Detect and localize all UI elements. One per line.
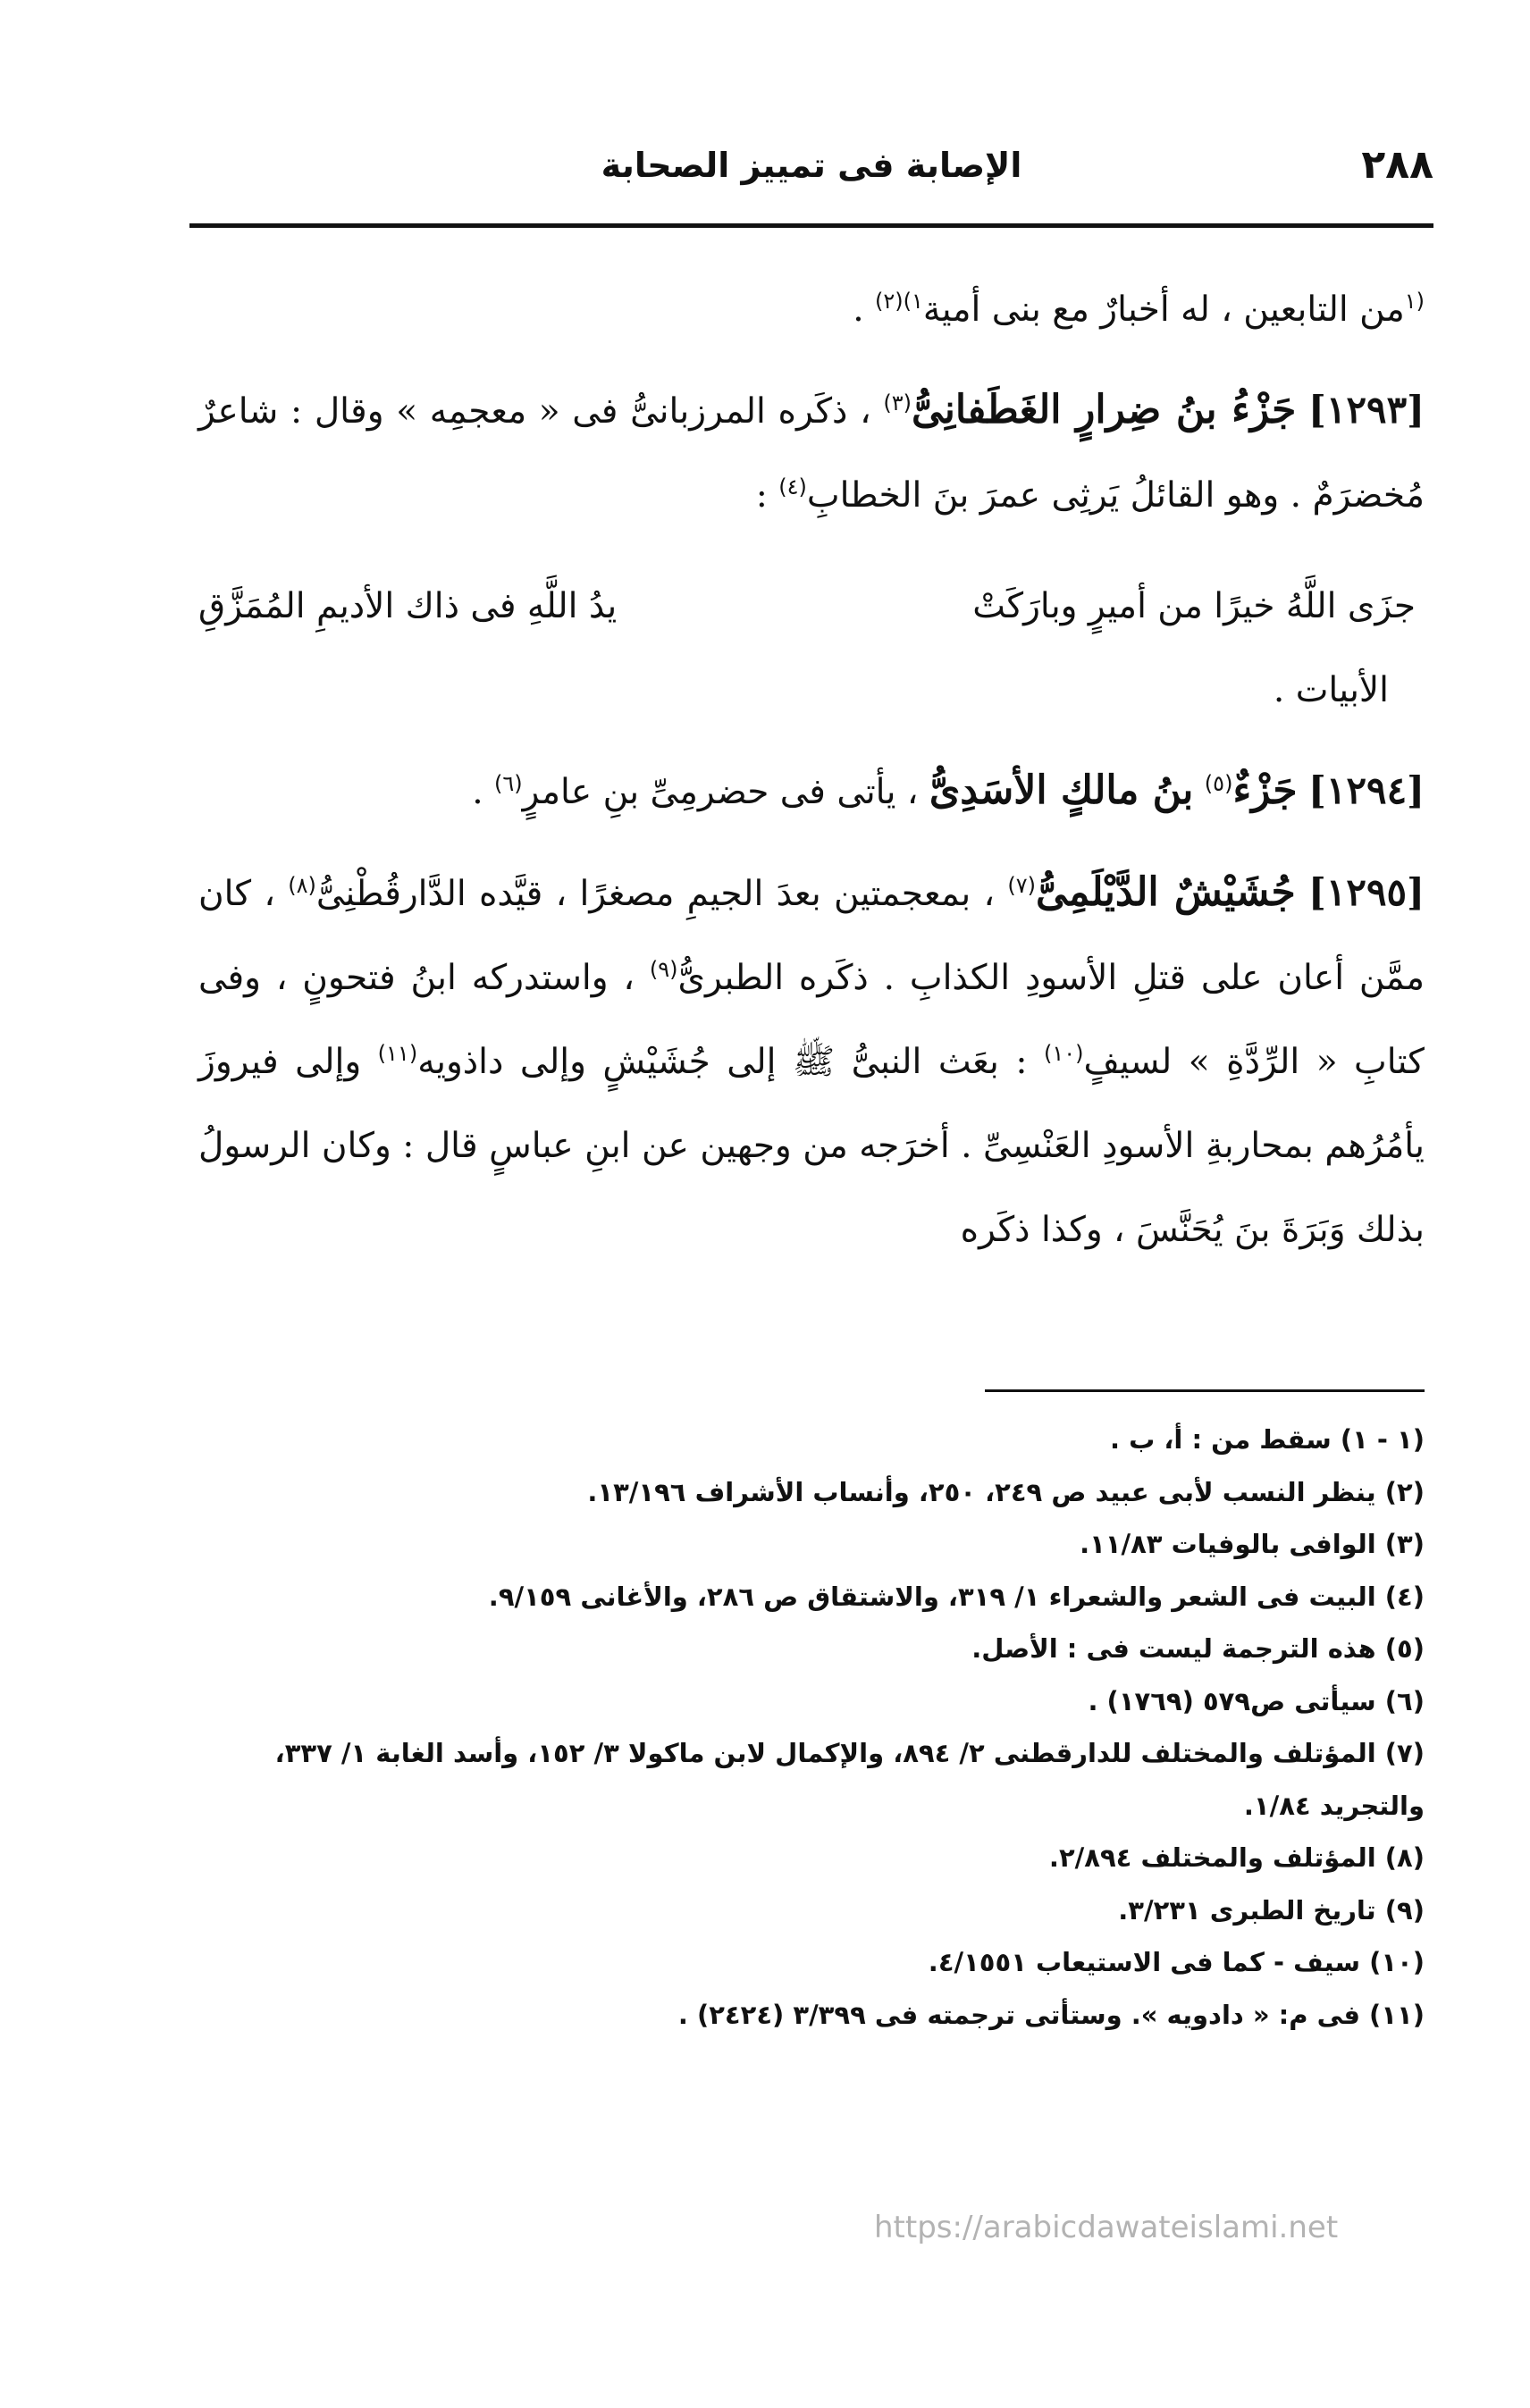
continuation-line [198,268,1425,352]
footnote: (٦) سيأتى ص٥٧٩ (١٧٦٩) . [1088,1685,1425,1716]
footnote-marker: ١)(٢) [875,289,923,314]
footnote: (٩) تاريخ الطبرى ٣/٢٣١. [1118,1894,1425,1926]
page-header [189,134,1433,206]
running-title: الإصابة فى تمييز الصحابة [601,146,1022,185]
footnote: (٨) المؤتلف والمختلف ٢/٨٩٤. [1048,1842,1425,1873]
text-run: ، بمعجمتين بعدَ الجيمِ مصغرًا ، قيَّده الدَّارقُطْنِىُّ [315,874,996,914]
page-number: ٢٨٨ [1361,142,1433,188]
text-run: ، واستدركه ابنُ فتحونٍ ، وفى كتابِ « الرِّدَّةِ » لسيفٍ [198,958,1425,1082]
footnote-continuation: والتجريد ١/٨٤. [1243,1790,1425,1821]
footnote: (١ - ١) سقط من : أ، ب . [1110,1424,1425,1455]
footnote-rule [985,1389,1425,1392]
entry-name: جُشَيْشٌ الدَّيْلَمِىُّ [1036,869,1296,915]
footnotes [198,1414,1425,2041]
text-run: ، كان ممَّن أعان على قتلِ الأسودِ الكذابِ . ذكَره الطبرىُّ [198,874,1425,998]
watermark-url: https://arabicdawateislami.net [874,2210,1339,2245]
text-run: . [472,772,483,812]
entry-1293 [198,368,1425,538]
footnote-marker: (٦) [494,771,523,796]
verse-line [198,565,1425,649]
text-run: وإلى فيروزَ يأمُرُهم بمحاربةِ الأسودِ العَنْسِىِّ . أخرَجه من وجهين عن ابنِ عباسٍ قال : وكان الرسولُ بذلك وَبَرَةَ بنَ يُحَنَّسَ ، وكذا ذكَره [198,1042,1425,1250]
text-run: ، يأتى فى حضرمِىِّ بنِ عامرٍ [522,772,919,812]
entry-number: [١٢٩٥] [1308,870,1425,914]
footnote-marker: (٥) [1204,771,1233,796]
footnote: (٣) الوافى بالوفيات ١١/٨٣. [1080,1529,1425,1559]
entry-name: جَزْءٌ [1232,768,1298,813]
verse-after: الأبيات . [1273,670,1389,710]
footnote: (٧) المؤتلف والمختلف للدارقطنى ٢/ ٨٩٤، والإكمال لابن ماكولا ٣/ ١٥٢، وأسد الغابة ١/ ٣٣٧، [274,1738,1425,1768]
main-text [198,268,1425,1272]
footnote-marker: (١١) [377,1041,418,1066]
entry-name-rest: بنُ مالكٍ الأسَدِىُّ [929,768,1194,813]
text-run: : [755,475,768,516]
footnote: (١٠) سيف - كما فى الاستيعاب ٤/١٥٥١. [928,1947,1425,1977]
entry-name: جَزْءُ بنُ ضِرارٍ الغَطَفانِىُّ [911,387,1297,432]
text-run: ، ذكَره المرزبانىُّ فى « معجمِه » وقال : شاعرٌ مُخضرَمٌ . وهو القائلُ يَرثِى عمرَ بنَ الخطابِ [198,391,1425,516]
footnote-marker: (١٠) [1043,1041,1084,1066]
footnote-marker: (٧) [1007,873,1036,898]
footnote: (١١) فى م: « دادويه ». وستأتى ترجمته فى ٣/٣٩٩ (٢٤٢٤) . [677,1999,1425,2030]
entry-number: [١٢٩٤] [1308,768,1425,812]
verse-hemistich-2: يدُ اللَّهِ فى ذاك الأديمِ المُمَزَّقِ [198,586,618,626]
text-run: : بعَث النبىُّ ﷺ إلى جُشَيْشٍ وإلى داذويه [417,1042,1028,1082]
footnote: (٥) هذه الترجمة ليست فى : الأصل. [971,1633,1425,1664]
entry-1295 [198,851,1425,1272]
footnote-marker: (٨) [288,873,316,898]
footnote-marker: (٩) [649,957,678,982]
header-rule [189,223,1433,228]
verse-hemistich-1: جزَى اللَّهُ خيرًا من أميرٍ وبارَكَتْ [972,586,1416,626]
footnote-marker: (١ [1404,289,1425,314]
footnote-marker: (٤) [778,474,807,499]
entry-1294 [198,749,1425,835]
entry-number: [١٢٩٣] [1308,388,1425,432]
footnote: (٤) البيت فى الشعر والشعراء ١/ ٣١٩، والاشتقاق ص ٢٨٦، والأغانى ٩/١٥٩. [488,1581,1425,1612]
footnote-marker: (٣) [883,390,912,415]
text-run: من التابعين ، له أخبارٌ مع بنى أمية [922,289,1405,330]
text-run: . [853,289,864,330]
footnote: (٢) ينظر النسب لأبى عبيد ص ٢٤٩، ٢٥٠، وأنساب الأشراف ١٣/١٩٦. [587,1476,1425,1507]
